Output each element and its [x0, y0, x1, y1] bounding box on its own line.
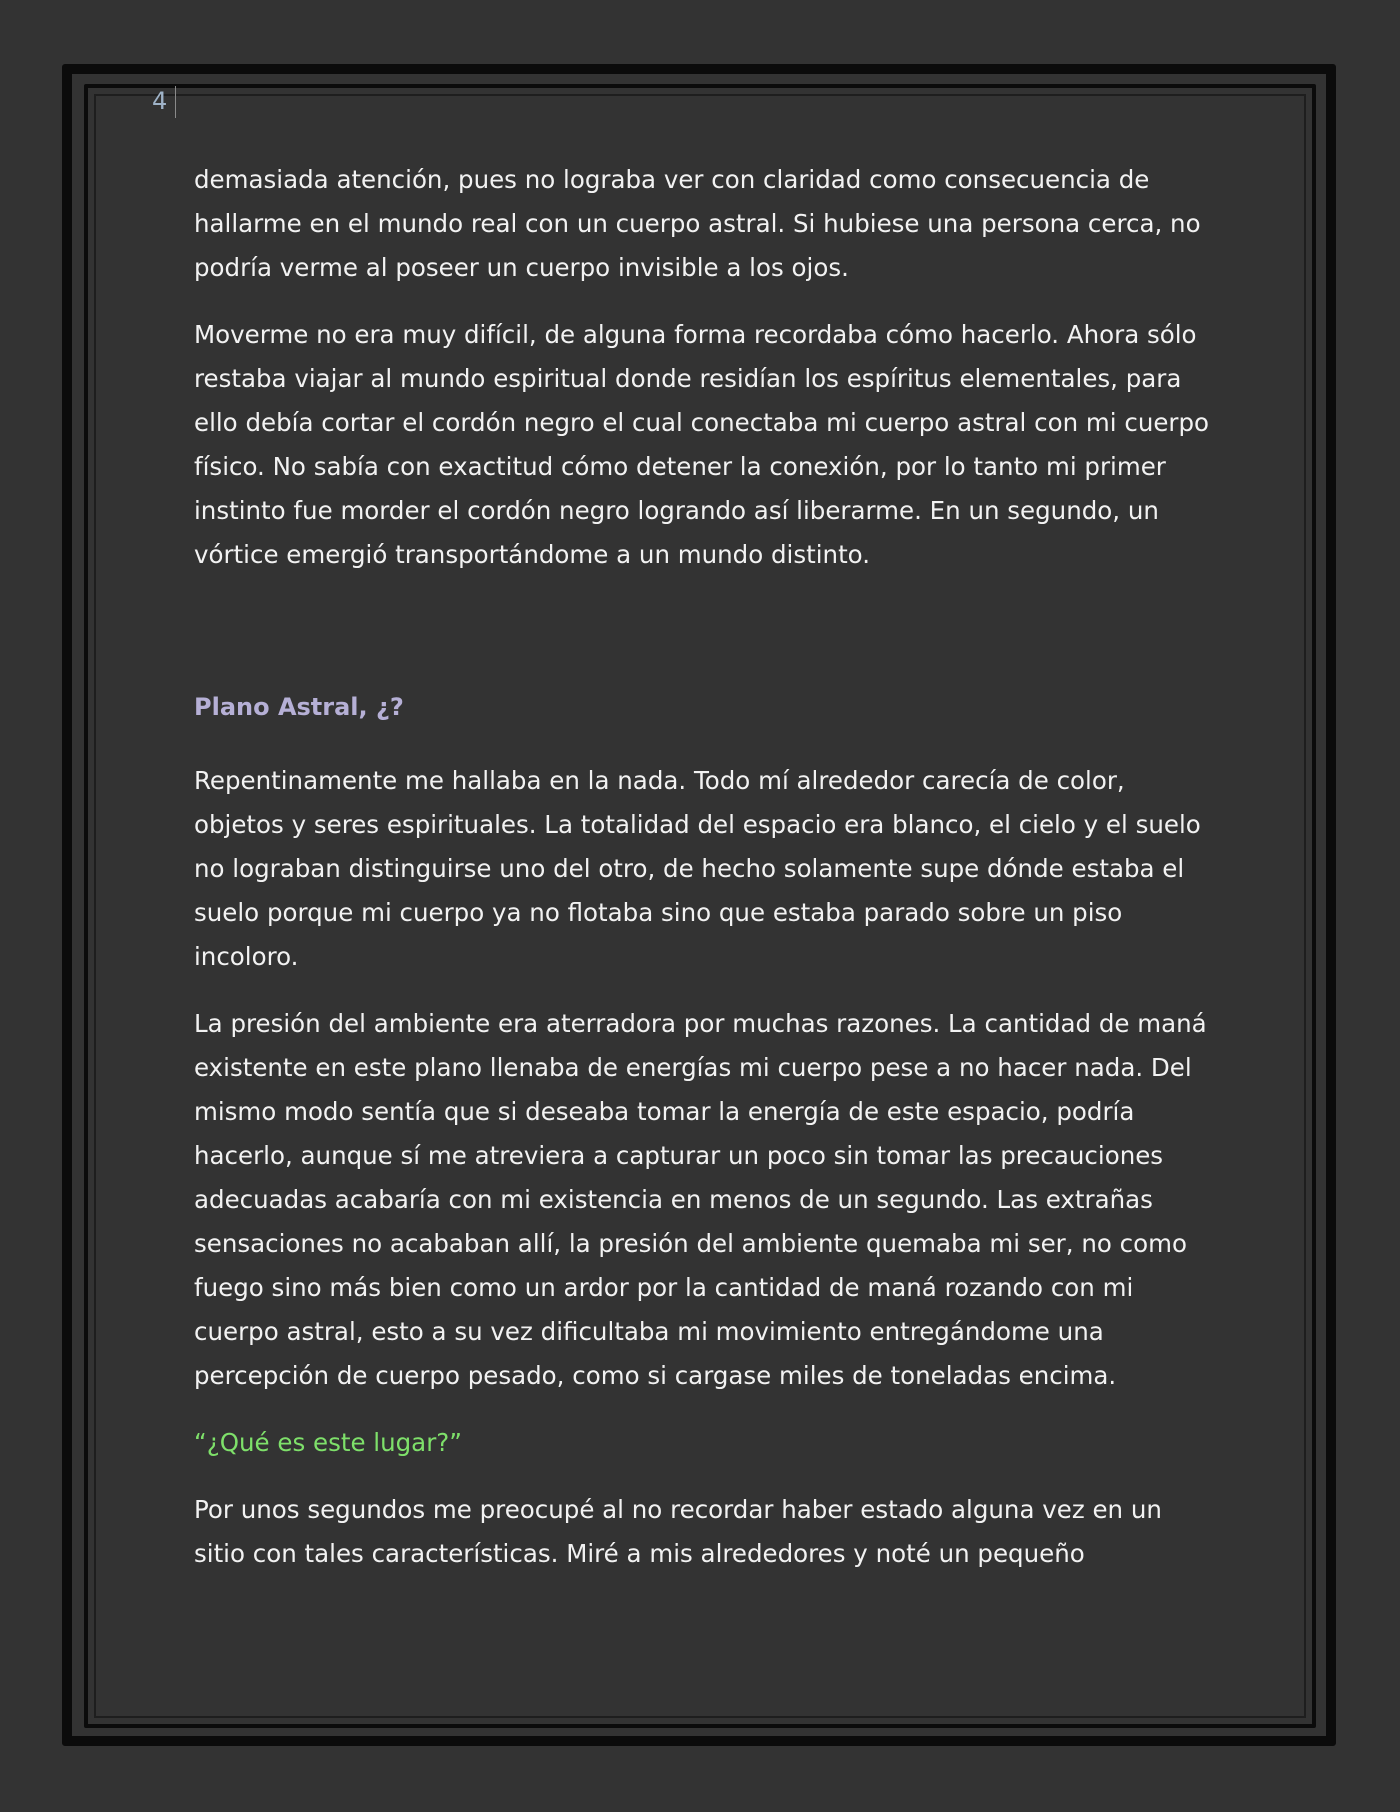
paragraph: La presión del ambiente era aterradora por muchas razones. La cantidad de maná existente en este plano llenaba de energías mi cuerpo pese a no hacer nada. Del mismo modo sentía que si deseaba tomar la energía de este espacio, podría hacerlo, aunque sí me atreviera a capturar un poco sin tomar las precauciones adecuadas acabaría con mi existencia en menos de un segundo. Las extrañas sensaciones no acababan allí, la presión del ambiente quemaba mi ser, no como fuego sino más bien como un ardor por la cantidad de maná rozando con mi cuerpo astral, esto a su vez dificultaba mi movimiento entregándome una percepción de cuerpo pesado, como si cargase miles de toneladas encima.	[194, 1009, 1207, 1390]
document-body	[194, 158, 1214, 1599]
paragraph: Repentinamente me hallaba en la nada. Todo mí alrededor carecía de color, objetos y seres espirituales. La totalidad del espacio era blanco, el cielo y el suelo no lograban distinguirse uno del otro, de hecho solamente supe dónde estaba el suelo porque mi cuerpo ya no flotaba sino que estaba parado sobre un piso incoloro.	[194, 766, 1201, 971]
paragraph: Por unos segundos me preocupé al no recordar haber estado alguna vez en un sitio con tales características. Miré a mis alrededores y noté un pequeño	[194, 1495, 1162, 1568]
page-number: 4	[152, 86, 176, 118]
dialogue-line: “¿Qué es este lugar?”	[194, 1428, 462, 1457]
paragraph: demasiada atención, pues no lograba ver con claridad como consecuencia de hallarme en el mundo real con un cuerpo astral. Si hubiese una persona cerca, no podría verme al poseer un cuerpo invisible a los ojos.	[194, 165, 1201, 282]
section-heading: Plano Astral, ¿?	[194, 693, 404, 721]
paragraph: Moverme no era muy difícil, de alguna forma recordaba cómo hacerlo. Ahora sólo restaba viajar al mundo espiritual donde residían los espíritus elementales, para ello debía cortar el cordón negro el cual conectaba mi cuerpo astral con mi cuerpo físico. No sabía con exactitud cómo detener la conexión, por lo tanto mi primer instinto fue morder el cordón negro logrando así liberarme. En un segundo, un vórtice emergió transportándome a un mundo distinto.	[194, 320, 1210, 569]
